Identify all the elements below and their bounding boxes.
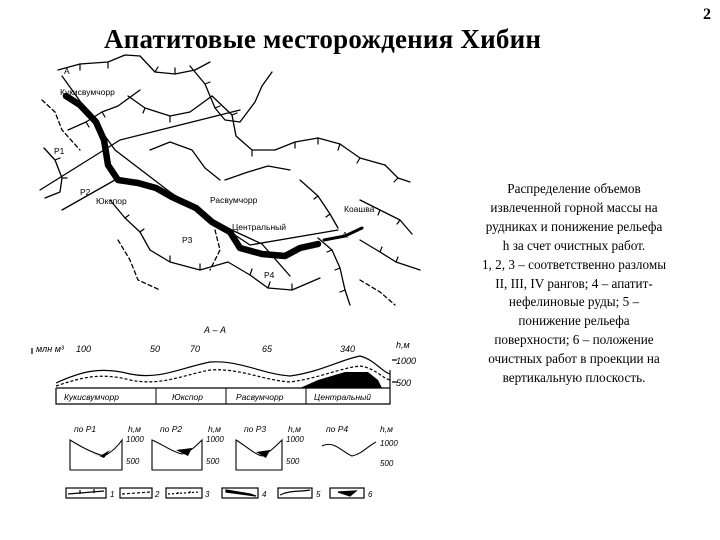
slide-title: Апатитовые месторождения Хибин: [104, 24, 542, 54]
label-kukisvumchorr: Кукисвумчорр: [60, 87, 115, 97]
fault-line: [58, 55, 140, 70]
fault-line: [275, 138, 385, 165]
profile-label: по Р4: [326, 424, 349, 434]
svg-text:6: 6: [368, 490, 373, 499]
deposit-label: Расвумчорр: [236, 392, 284, 402]
volume-unit-label: млн м³: [36, 344, 64, 354]
profile-p4: [322, 424, 398, 468]
profile-label: по Р1: [74, 424, 97, 434]
section-h-label: h,м: [396, 340, 410, 350]
fault-line: [212, 96, 275, 150]
profile-label: по Р3: [244, 424, 267, 434]
legend-item-6: [330, 488, 373, 499]
profile-tick: 500: [380, 459, 394, 468]
deposit-label: Центральный: [314, 392, 372, 402]
ore-body: [66, 96, 318, 256]
label-section-a-right: A: [342, 230, 348, 240]
description-line: II, III, IV рангов; 4 – апатит-: [495, 275, 653, 291]
svg-text:1: 1: [110, 490, 115, 499]
profiles: [70, 424, 398, 470]
volume-value: 100: [76, 344, 92, 354]
description-line: h за счет очистных работ.: [502, 237, 646, 253]
profile-tick: 500: [286, 457, 300, 466]
label-p4: Р4: [264, 270, 275, 280]
section-title: А – А: [204, 325, 227, 335]
description-line: очистных работ в проекции на: [488, 351, 660, 367]
profile-h-label: h,м: [288, 424, 301, 434]
profile-tick: 1000: [126, 435, 144, 444]
section-h-tick: 1000: [396, 356, 417, 366]
section-h-tick: 500: [396, 378, 412, 388]
label-section-a-top: A: [64, 66, 70, 76]
description-line: нефелиновые руды; 5 –: [508, 294, 640, 310]
legend-item-2: [120, 488, 160, 499]
legend-item-1: [66, 488, 114, 499]
profile-tick: 1000: [286, 435, 304, 444]
description-line: 1, 2, 3 – соответственно разломы: [481, 256, 667, 272]
profile-h-label: h,м: [380, 424, 393, 434]
profile-p3: [236, 424, 304, 470]
svg-text:4: 4: [262, 490, 267, 499]
description-line: Распределение объемов: [507, 181, 641, 196]
section-aa: [32, 325, 416, 404]
label-yukspor: Юкспор: [96, 196, 127, 206]
profile-h-label: h,м: [208, 424, 221, 434]
profile-tick: 1000: [206, 435, 224, 444]
label-tsentralny: Центральный: [232, 222, 286, 232]
legend-item-5: [278, 488, 321, 499]
fault-line: [150, 142, 220, 180]
legend-item-3: [166, 488, 210, 499]
deposit-label: Кукисвумчорр: [64, 392, 119, 402]
label-p3: Р3: [182, 235, 193, 245]
ore-projection: [300, 372, 382, 388]
fault-line: [128, 96, 212, 116]
profile-h-label: h,м: [128, 424, 141, 434]
deposit-label: Юкспор: [172, 392, 203, 402]
fault-line: [360, 240, 420, 270]
description-line: извлеченной горной массы на: [490, 199, 658, 215]
profile-tick: 500: [206, 457, 220, 466]
svg-text:3: 3: [205, 490, 210, 499]
label-koashva: Коашва: [344, 204, 375, 214]
label-p1: Р1: [54, 146, 65, 156]
profile-line: [40, 110, 240, 190]
fault-line: [318, 238, 350, 305]
label-p2: Р2: [80, 187, 91, 197]
svg-text:2: 2: [155, 490, 160, 499]
profile-tick: 500: [126, 457, 140, 466]
volume-value: 340: [340, 344, 356, 354]
svg-text:5: 5: [316, 490, 321, 499]
fault-line: [150, 250, 228, 270]
profile-p1: [70, 424, 144, 470]
description-line: понижение рельефа: [518, 313, 630, 329]
description-line: поверхности; 6 – положение: [494, 332, 654, 348]
profile-tick: 1000: [380, 439, 398, 448]
volume-value: 65: [262, 344, 273, 354]
description-line: вертикальную плоскость.: [502, 370, 646, 386]
fault-line: [190, 66, 240, 122]
label-rasvumchorr: Расвумчорр: [210, 195, 258, 205]
fault-line: [225, 166, 290, 180]
legend-item-4: [222, 488, 267, 499]
profile-label: по Р2: [160, 424, 183, 434]
volume-value: 70: [190, 344, 201, 354]
fault-line: [110, 200, 150, 250]
fault-line: [385, 165, 410, 182]
fault-line: [240, 72, 272, 122]
profile-p2: [152, 424, 224, 470]
volume-value: 50: [150, 344, 161, 354]
page-number: 2: [703, 6, 711, 23]
figure-description: [458, 180, 690, 388]
fault-line: [300, 180, 338, 228]
description-line: рудниках и понижение рельефа: [485, 218, 663, 234]
legend: [66, 488, 373, 499]
